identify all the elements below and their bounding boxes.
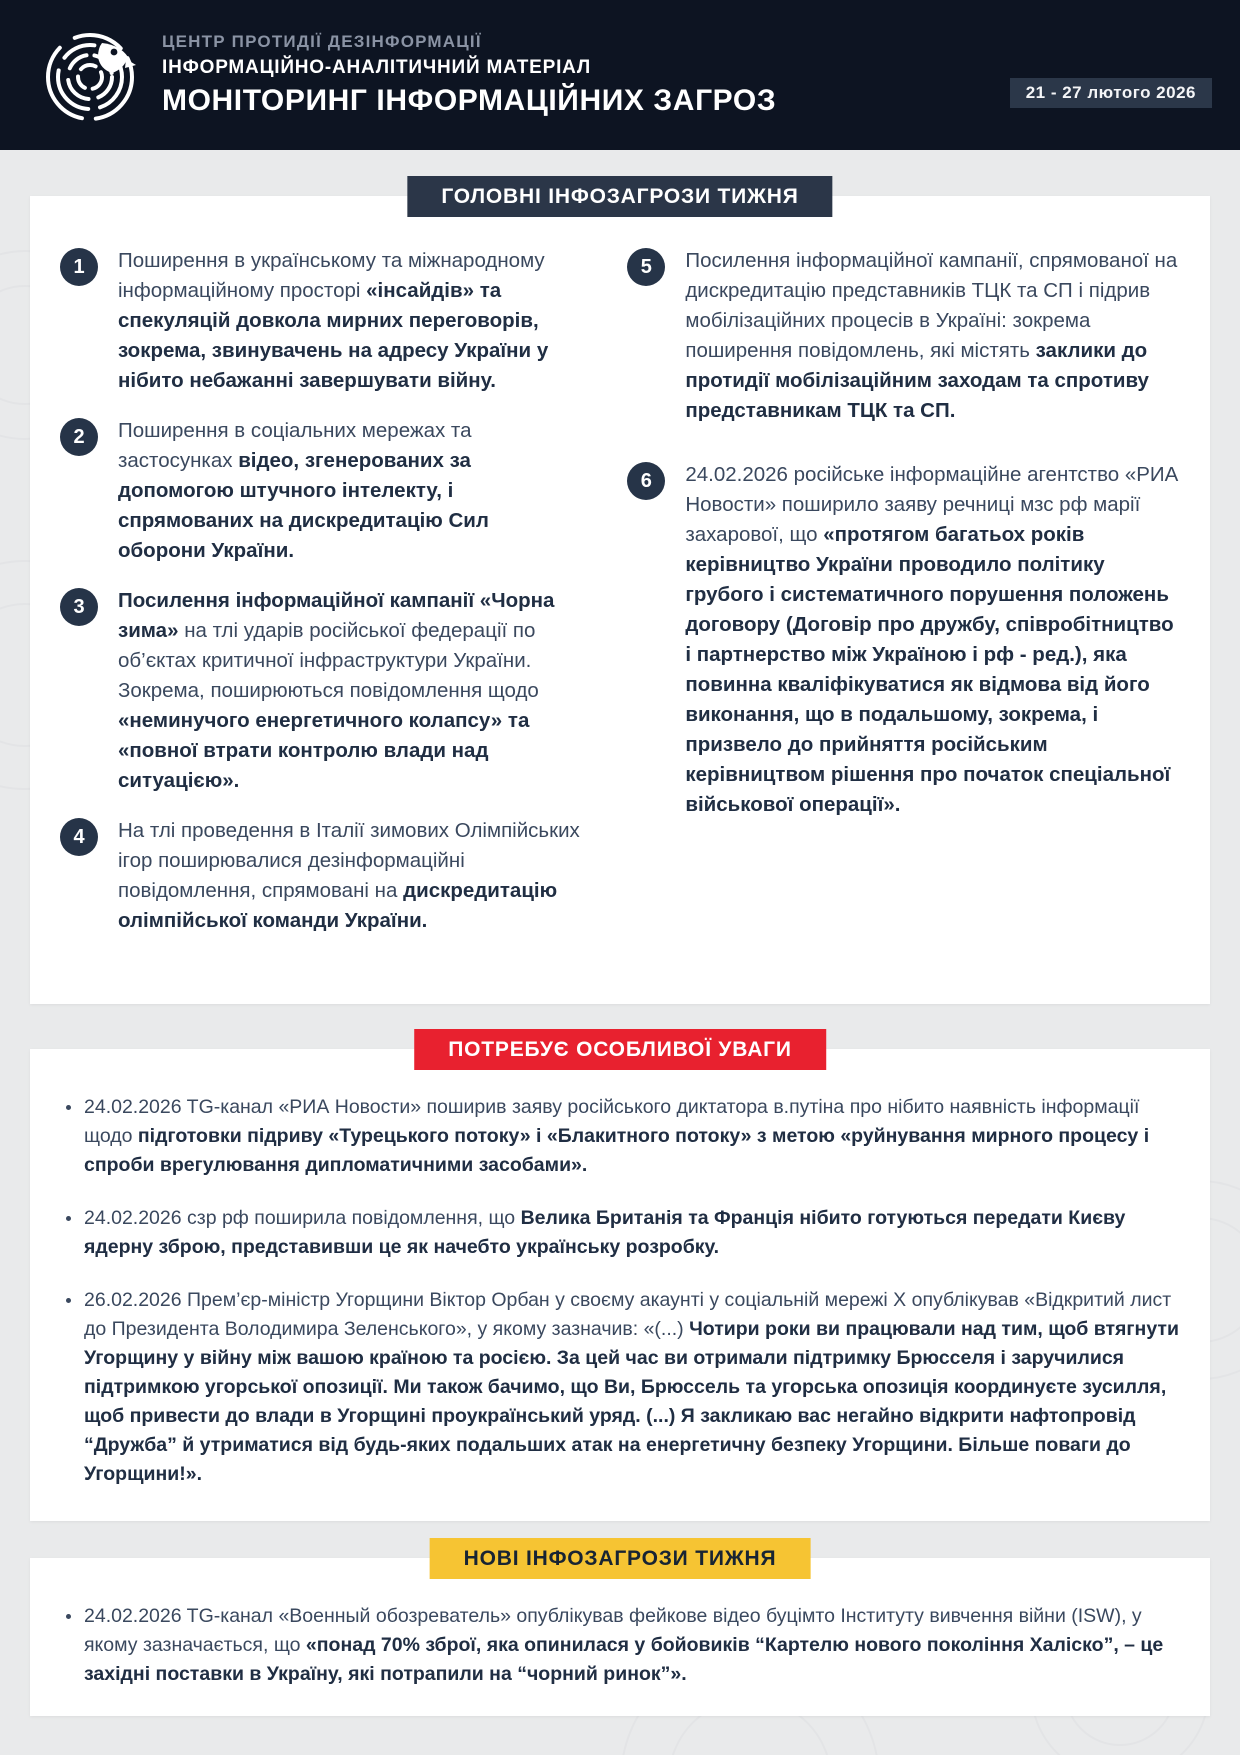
date-range-badge: 21 - 27 лютого 2026: [1010, 78, 1212, 108]
left-column: [60, 246, 581, 956]
main-threats-columns: [60, 246, 1180, 956]
attention-item-1: 24.02.2026 TG-канал «РИА Новости» поширив заяву російського диктатора в.путіна про нібито наявність інформації щодо підготовки підриву «Турецького потоку» і «Блакитного потоку» з метою «руйнування мирного процесу і спроби врегулювання дипломатичними засобами».: [58, 1093, 1182, 1180]
item-number-badge: 4: [60, 818, 98, 856]
threat-item-text: Посилення інформаційної кампанії «Чорна зима» на тлі ударів російської федерації по об’єктах критичної інфраструктури України. Зокрема, поширюються повідомлення щодо «неминучого енергетичного колапсу» та «повної втрати контролю влади над ситуацією».: [118, 589, 555, 792]
attention-item-3: 26.02.2026 Прем’єр-міністр Угорщини Віктор Орбан у своєму акаунті у соціальній мережі X опублікував «Відкритий лист до Президента Володимира Зеленського», у якому зазначив: «(...) Чотири роки ви працювали над тим, щоб втягнути Угорщину у війну між вашою країною та росією. За цей час ви отримали підтримку Брюсселя і заручилися підтримкою угорської опозиції. Ми також бачимо, що Ви, Брюссель та угорська опозиція координуєте зусилля, щоб привести до влади в Угорщині проукраїнський уряд. (...) Я закликаю вас негайно відкрити нафтопровід “Дружба” й утриматися від будь-яких подальших атак на енергетичну безпеку Угорщини. Більше поваги до Угорщини!».: [58, 1286, 1182, 1489]
special-attention-card: [30, 1037, 1210, 1521]
new-threat-item-1: 24.02.2026 TG-канал «Военный обозреватель» опублікував фейкове відео буцімто Інституту вивчення війни (ISW), у якому зазначається, що «понад 70% зброї, яка опинилася у бойовиків “Картелю нового покоління Халіско”, – це західні поставки в Україну, які потрапили на “чорний ринок”».: [58, 1602, 1182, 1689]
header-text-block: [162, 32, 776, 118]
new-threats-list: [58, 1602, 1182, 1689]
threat-item-6: [627, 460, 1180, 820]
report-subtitle: ІНФОРМАЦІЙНО-АНАЛІТИЧНИЙ МАТЕРІАЛ: [162, 57, 592, 78]
cpd-owl-maze-logo-icon: [40, 25, 140, 125]
threat-item-5: [627, 246, 1180, 426]
special-attention-banner: ПОТРЕБУЄ ОСОБЛИВОЇ УВАГИ: [414, 1029, 826, 1070]
special-attention-list: [58, 1093, 1182, 1489]
threat-item-text: Поширення в соціальних мережах та застосунках відео, згенерованих за допомогою штучного інтелекту, і спрямованих на дискредитацію Сил оборони України.: [118, 419, 489, 562]
main-threats-banner: ГОЛОВНІ ІНФОЗАГРОЗИ ТИЖНЯ: [407, 176, 832, 217]
threat-item-text: Поширення в українському та міжнародному інформаційному просторі «інсайдів» та спекуляцій довкола мирних переговорів, зокрема, звинувачень на адресу України у нібито небажанні завершувати війну.: [118, 249, 549, 392]
item-number-badge: 3: [60, 588, 98, 626]
masthead: [0, 0, 1240, 150]
threat-item-text: 24.02.2026 російське інформаційне агентство «РИА Новости» поширило заяву речниці мзс рф марії захарової, що «протягом багатьох років керівництво України проводило політику грубого і систематичного порушення положень договору (Договір про дружбу, співробітництво і партнерство між Україною і рф - ред.), яка повинна кваліфікуватися як відмова від його виконання, що в подальшому, зокрема, і призвело до прийняття російським керівництвом рішення про початок спеціальної військової операції».: [685, 463, 1179, 816]
main-threats-card: [30, 184, 1210, 1004]
org-name: ЦЕНТР ПРОТИДІЇ ДЕЗІНФОРМАЦІЇ: [162, 32, 482, 51]
new-threats-banner: НОВІ ІНФОЗАГРОЗИ ТИЖНЯ: [430, 1538, 811, 1579]
report-title: МОНІТОРИНГ ІНФОРМАЦІЙНИХ ЗАГРОЗ: [162, 84, 777, 117]
threat-item-1: [60, 246, 581, 396]
item-number-badge: 6: [627, 462, 665, 500]
threat-item-3: [60, 586, 581, 796]
threat-item-text: Посилення інформаційної кампанії, спрямованої на дискредитацію представників ТЦК та СП і підрив мобілізаційних процесів в Україні: зокрема поширення повідомлень, які містять заклики до протидії мобілізаційним заходам та спротиву представникам ТЦК та СП.: [685, 249, 1178, 422]
item-number-badge: 1: [60, 248, 98, 286]
threat-item-2: [60, 416, 581, 566]
right-column: [627, 246, 1180, 956]
attention-item-2: 24.02.2026 сзр рф поширила повідомлення, що Велика Британія та Франція нібито готуються передати Києву ядерну зброю, представивши це як начебто українську розробку.: [58, 1204, 1182, 1262]
item-number-badge: 5: [627, 248, 665, 286]
threat-item-4: [60, 816, 581, 936]
threat-item-text: На тлі проведення в Італії зимових Олімпійських ігор поширювалися дезінформаційні повідомлення, спрямовані на дискредитацію олімпійської команди України.: [118, 819, 580, 932]
item-number-badge: 2: [60, 418, 98, 456]
new-threats-card: [30, 1546, 1210, 1716]
